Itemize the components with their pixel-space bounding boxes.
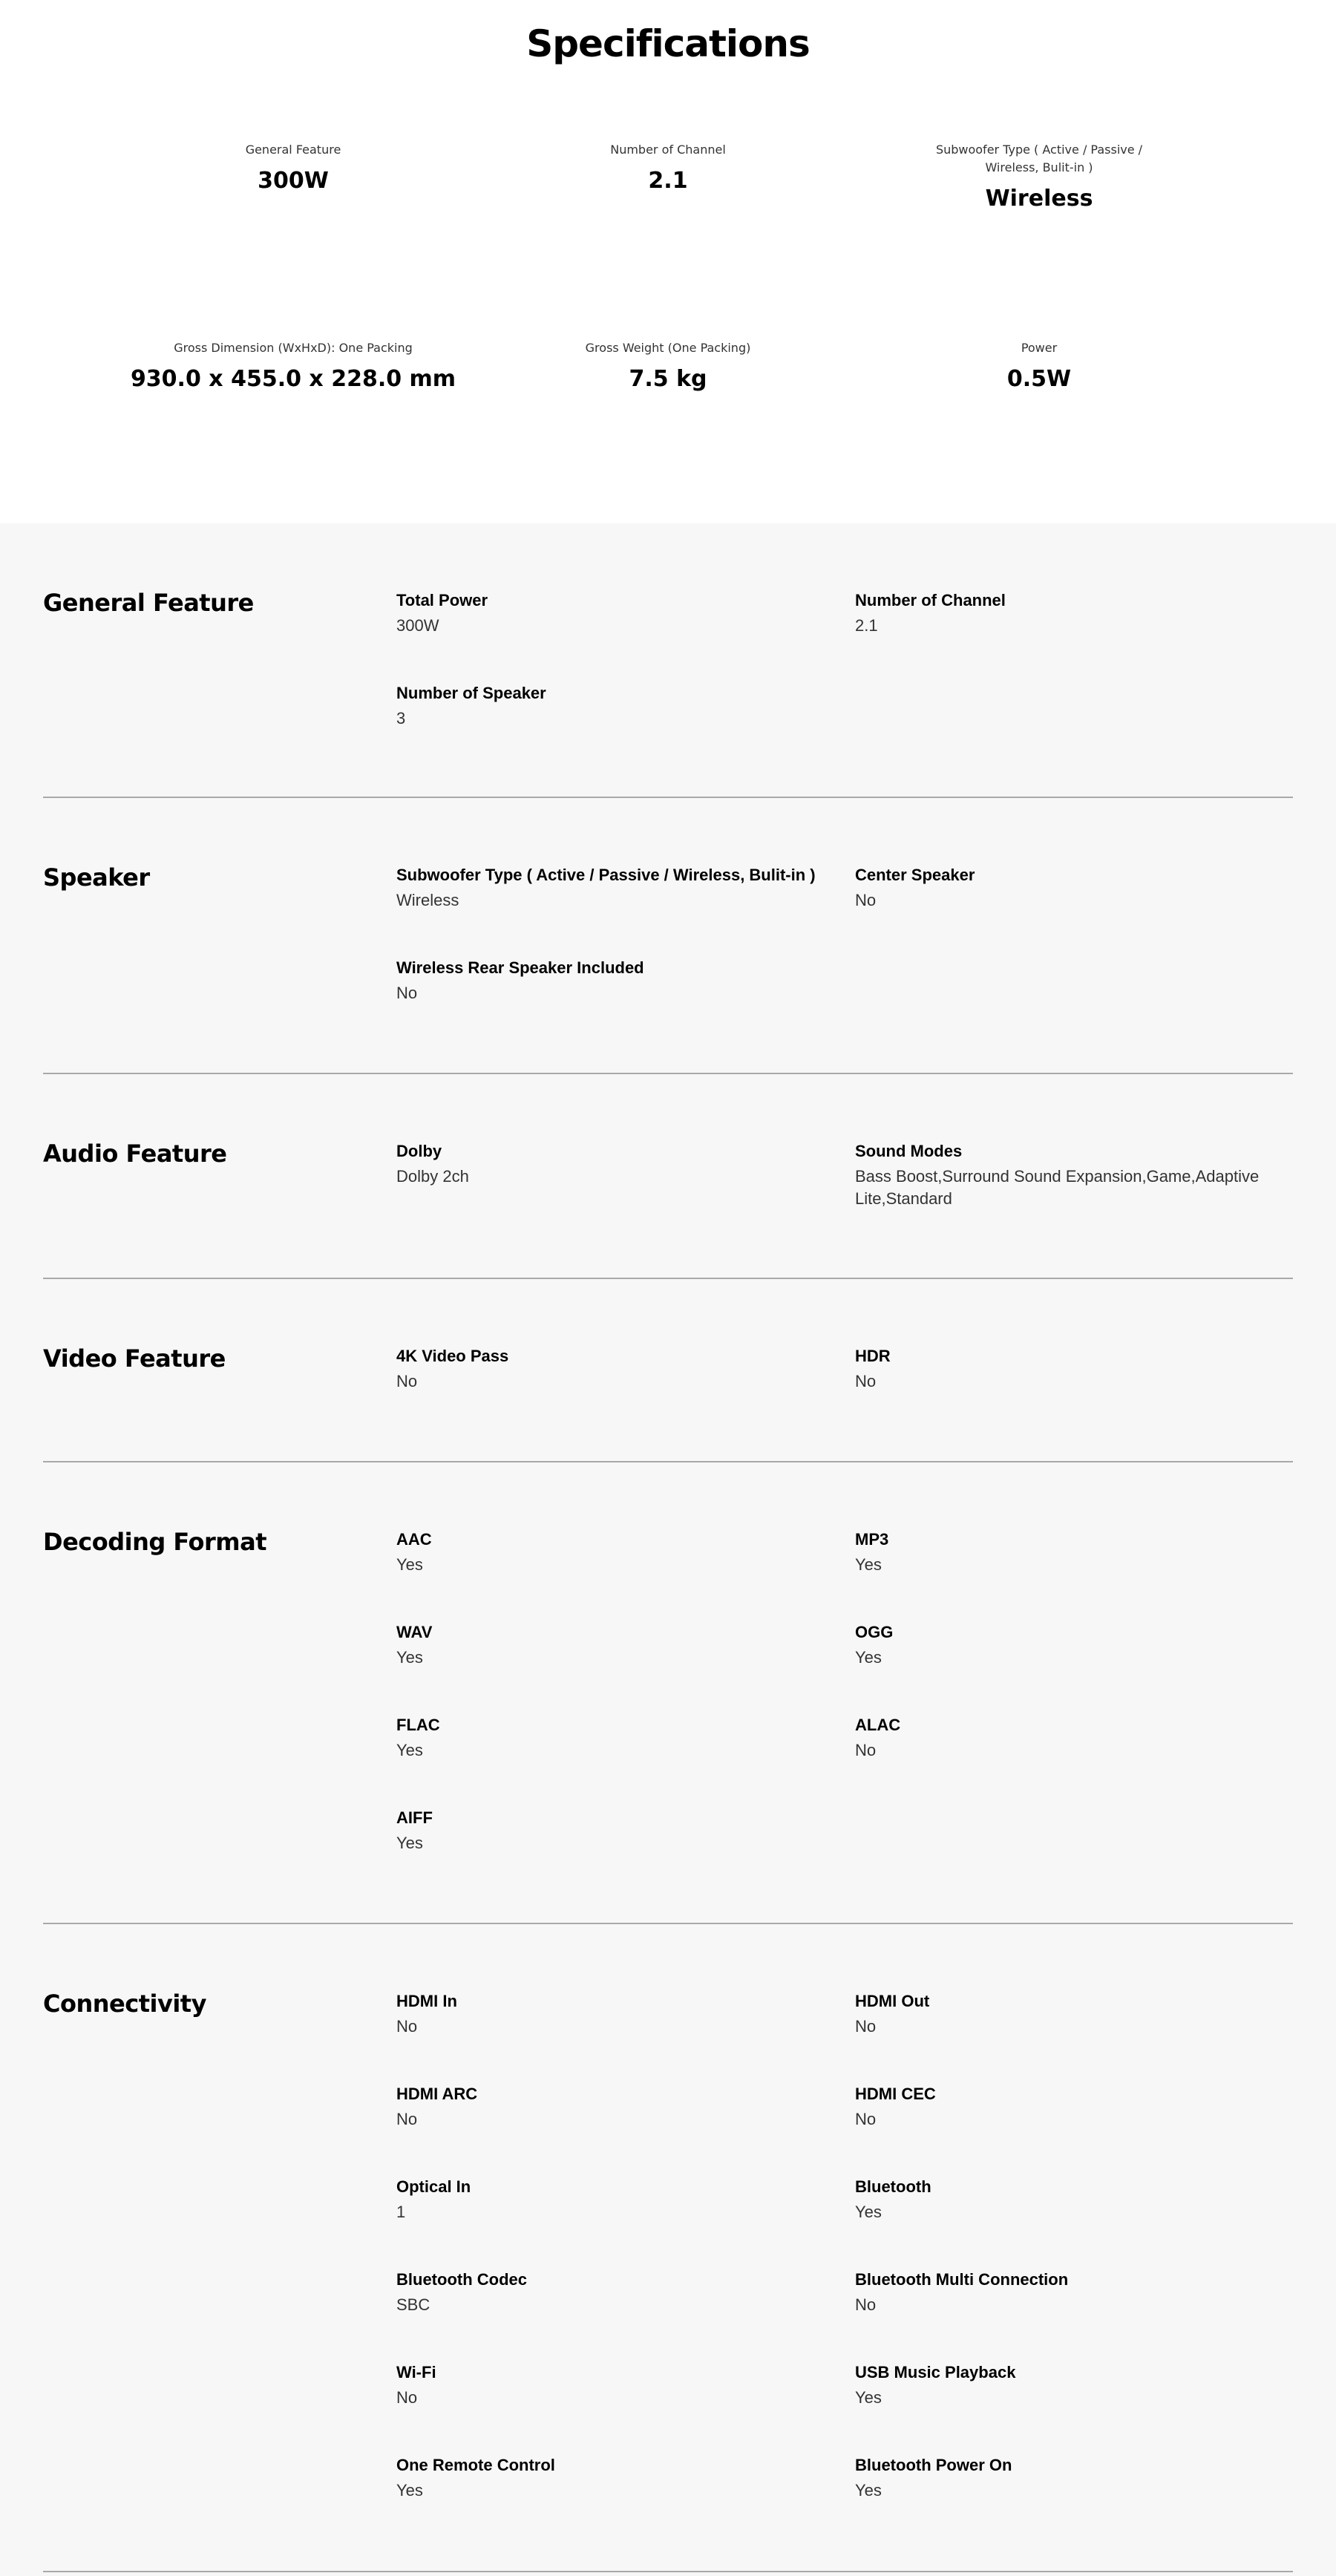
- spec-value: Yes: [396, 1555, 423, 1574]
- spec-value: Yes: [855, 1648, 882, 1667]
- spec-value: No: [855, 2110, 877, 2128]
- spec-name: One Remote Control: [396, 2456, 555, 2474]
- spec-item: [855, 1529, 1300, 1576]
- key-spec-label: Gross Weight (One Packing): [585, 341, 751, 355]
- spec-value: Yes: [396, 1741, 423, 1759]
- spec-item: [855, 1714, 1300, 1762]
- section-title: Video Feature: [43, 1344, 226, 1373]
- spec-value: Yes: [855, 1555, 882, 1574]
- spec-section-video-feature: [43, 1279, 1293, 1462]
- spec-value: 1: [396, 2203, 406, 2221]
- key-spec: [887, 339, 1191, 392]
- spec-value: No: [855, 1372, 877, 1390]
- section-title: Audio Feature: [43, 1140, 227, 1168]
- key-spec: [887, 141, 1191, 212]
- spec-section-connectivity: [43, 1924, 1293, 2572]
- spec-item: [396, 1621, 842, 1669]
- spec-item: [855, 2176, 1300, 2223]
- spec-item: [396, 1714, 842, 1762]
- spec-name: USB Music Playback: [855, 2363, 1016, 2382]
- spec-name: Optical In: [396, 2177, 471, 2196]
- spec-item: [396, 589, 842, 637]
- spec-name: FLAC: [396, 1716, 440, 1734]
- spec-item: [855, 2269, 1300, 2316]
- spec-name: Subwoofer Type ( Active / Passive / Wireless, Bulit-in ): [396, 866, 816, 884]
- spec-section-speaker: [43, 798, 1293, 1074]
- spec-value: Yes: [855, 2481, 882, 2500]
- spec-item: [396, 2176, 842, 2223]
- spec-item: [855, 1990, 1300, 2038]
- key-spec-value: 0.5W: [1006, 366, 1072, 392]
- spec-item: [396, 1529, 842, 1576]
- spec-name: Bluetooth Power On: [855, 2456, 1012, 2474]
- spec-details: [0, 523, 1336, 2576]
- spec-item: [396, 2269, 842, 2316]
- key-spec-value: Wireless: [985, 186, 1093, 212]
- spec-value: 3: [396, 709, 406, 728]
- page-title: Specifications: [526, 22, 810, 65]
- spec-section-general-feature: [43, 523, 1293, 798]
- spec-name: Bluetooth Multi Connection: [855, 2270, 1069, 2289]
- spec-name: HDMI ARC: [396, 2085, 478, 2103]
- spec-item: [396, 1807, 842, 1854]
- spec-item: [396, 864, 842, 912]
- key-spec: [104, 339, 482, 392]
- spec-value: No: [855, 891, 877, 909]
- spec-name: MP3: [855, 1530, 889, 1549]
- key-spec-value: 300W: [258, 168, 329, 194]
- spec-value: Yes: [396, 1648, 423, 1667]
- specifications-header-area: [0, 0, 1336, 523]
- spec-name: HDMI Out: [855, 1992, 930, 2010]
- spec-value: Yes: [855, 2388, 882, 2407]
- spec-value: No: [855, 2017, 877, 2036]
- spec-value: 300W: [396, 616, 439, 635]
- spec-item: [396, 1345, 842, 1393]
- spec-name: Bluetooth: [855, 2177, 931, 2196]
- key-spec-value: 930.0 x 455.0 x 228.0 mm: [130, 366, 456, 392]
- spec-item: [396, 1990, 842, 2038]
- key-spec-value: 2.1: [648, 168, 688, 194]
- spec-name: Sound Modes: [855, 1142, 963, 1160]
- key-spec: [137, 141, 449, 194]
- spec-item: [396, 2083, 842, 2131]
- key-spec: [512, 339, 824, 392]
- spec-value: Bass Boost,Surround Sound Expansion,Game,Adaptive Lite,Standard: [855, 1167, 1260, 1208]
- spec-name: Bluetooth Codec: [396, 2270, 527, 2289]
- section-title: Connectivity: [43, 1990, 206, 2018]
- spec-name: Dolby: [396, 1142, 442, 1160]
- spec-name: WAV: [396, 1623, 433, 1641]
- spec-name: Number of Channel: [855, 591, 1006, 609]
- spec-item: [855, 864, 1300, 912]
- spec-value: No: [396, 2017, 418, 2036]
- spec-item: [396, 682, 842, 730]
- spec-value: No: [396, 2110, 418, 2128]
- spec-value: 2.1: [855, 616, 878, 635]
- spec-name: ALAC: [855, 1716, 901, 1734]
- spec-item: [855, 2361, 1300, 2409]
- spec-name: Number of Speaker: [396, 684, 546, 702]
- key-spec-label: Power: [1021, 341, 1058, 355]
- spec-item: [396, 957, 842, 1004]
- spec-item: [396, 1140, 842, 1188]
- spec-value: Yes: [396, 1834, 423, 1852]
- spec-item: [855, 1345, 1300, 1393]
- spec-value: Yes: [396, 2481, 423, 2500]
- spec-item: [855, 589, 1300, 637]
- spec-name: AAC: [396, 1530, 432, 1549]
- spec-item: [855, 2083, 1300, 2131]
- spec-value: Wireless: [396, 891, 459, 909]
- spec-section-audio-feature: [43, 1074, 1293, 1279]
- spec-value: No: [855, 1741, 877, 1759]
- spec-name: OGG: [855, 1623, 894, 1641]
- spec-value: SBC: [396, 2295, 430, 2314]
- spec-name: Center Speaker: [855, 866, 975, 884]
- key-spec-value: 7.5 kg: [629, 366, 707, 392]
- key-spec-label: General Feature: [245, 143, 341, 157]
- spec-item: [855, 1140, 1286, 1210]
- spec-name: HDMI CEC: [855, 2085, 936, 2103]
- spec-value: No: [855, 2295, 877, 2314]
- spec-value: Dolby 2ch: [396, 1167, 469, 1186]
- spec-name: HDMI In: [396, 1992, 457, 2010]
- spec-item: [396, 2454, 842, 2502]
- spec-name: Wi-Fi: [396, 2363, 436, 2382]
- key-spec-label: Subwoofer Type ( Active / Passive / Wireless, Bulit-in ): [935, 143, 1143, 174]
- spec-name: Wireless Rear Speaker Included: [396, 958, 644, 977]
- spec-item: [855, 2454, 1300, 2502]
- spec-section-decoding-format: [43, 1462, 1293, 1924]
- section-title: Decoding Format: [43, 1528, 266, 1556]
- spec-value: Yes: [855, 2203, 882, 2221]
- spec-value: No: [396, 984, 418, 1002]
- spec-item: [855, 1621, 1300, 1669]
- key-spec-label: Gross Dimension (WxHxD): One Packing: [174, 341, 413, 355]
- spec-value: No: [396, 1372, 418, 1390]
- section-title: General Feature: [43, 589, 254, 617]
- key-spec: [512, 141, 824, 194]
- spec-value: No: [396, 2388, 418, 2407]
- spec-name: HDR: [855, 1347, 891, 1365]
- spec-item: [396, 2361, 842, 2409]
- spec-name: Total Power: [396, 591, 488, 609]
- section-title: Speaker: [43, 863, 150, 892]
- key-spec-label: Number of Channel: [610, 143, 726, 157]
- spec-name: 4K Video Pass: [396, 1347, 509, 1365]
- spec-name: AIFF: [396, 1808, 433, 1827]
